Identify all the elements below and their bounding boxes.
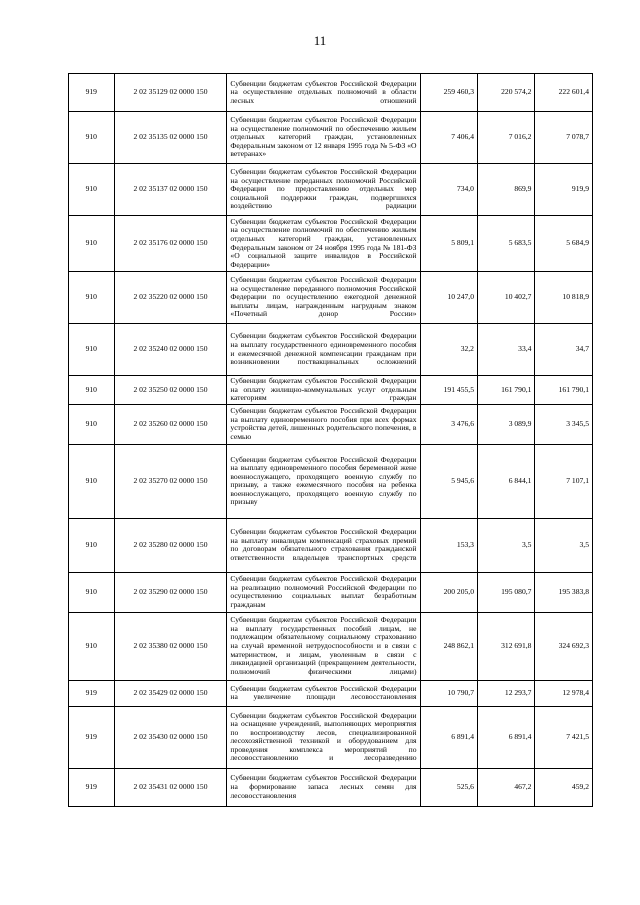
grbs-cell: 910 [69,572,115,612]
grbs-cell: 910 [69,518,115,572]
code-cell: 2 02 35290 02 0000 150 [114,572,227,612]
table-row [69,164,593,216]
value-2024-cell: 6 891,4 [477,706,534,768]
name-cell: Субвенции бюджетам субъектов Российской Федерации на выплату инвалидам компенсаций страховых премий по договорам обязательного страхования гражданской ответственности владельцев транспортных средств [227,518,420,572]
value-2023-cell: 5 945,6 [420,444,477,518]
table-row [69,444,593,518]
table-row [69,112,593,164]
grbs-cell: 919 [69,768,115,806]
value-2024-cell: 5 683,5 [477,216,534,272]
value-2025-cell: 5 684,9 [535,216,593,272]
value-2025-cell: 3 345,5 [535,404,593,444]
value-2024-cell: 12 293,7 [477,680,534,706]
page-number: 11 [313,33,327,48]
value-2023-cell: 200 205,0 [420,572,477,612]
value-2024-cell: 161 790,1 [477,376,534,405]
grbs-cell: 910 [69,112,115,164]
code-cell: 2 02 35270 02 0000 150 [114,444,227,518]
name-cell: Субвенции бюджетам субъектов Российской Федерации на выплату единовременного пособия беременной жене военнослужащего, проходящего военную службу по призыву, а также ежемесячного пособия на ребенка военнослужащего, проходящего военную службу по призыву [227,444,420,518]
name-cell: Субвенции бюджетам субъектов Российской Федерации на выплату государственного единовременного пособия и ежемесячной денежной компенсации гражданам при возникновении поствакцинальных осложнений [227,324,420,376]
name-cell: Субвенции бюджетам субъектов Российской Федерации на осуществление переданных полномочий Российской Федерации по предоставлению отдельных мер социальной поддержки граждан, подвергшихся воздействию радиации [227,164,420,216]
budget-table [68,73,593,807]
name-cell: Субвенции бюджетам субъектов Российской Федерации на увеличение площади лесовосстановления [227,680,420,706]
name-cell: Субвенции бюджетам субъектов Российской Федерации на оснащение учреждений, выполняющих мероприятия по воспроизводству лесов, специализированной лесохозяйственной техникой и оборудованием для проведения комплекса мероприятий по лесовосстановлению и лесоразведению [227,706,420,768]
value-2025-cell: 7 107,1 [535,444,593,518]
name-cell: Субвенции бюджетам субъектов Российской Федерации на осуществление полномочий по обеспечению жильем отдельных категорий граждан, установленных Федеральным законом от 24 ноября 1995 года № 181-ФЗ «О социальной защите инвалидов в Российской Федерации» [227,216,420,272]
table-row [69,324,593,376]
table-row [69,680,593,706]
code-cell: 2 02 35260 02 0000 150 [114,404,227,444]
value-2025-cell: 12 978,4 [535,680,593,706]
grbs-cell: 910 [69,164,115,216]
value-2024-cell: 220 574,2 [477,74,534,112]
value-2025-cell: 7 078,7 [535,112,593,164]
table-row [69,376,593,405]
table-row [69,404,593,444]
value-2023-cell: 248 862,1 [420,612,477,680]
value-2025-cell: 10 818,9 [535,272,593,324]
name-cell: Субвенции бюджетам субъектов Российской Федерации на выплату единовременного пособия при всех формах устройства детей, лишенных родительского попечения, в семью [227,404,420,444]
grbs-cell: 910 [69,612,115,680]
value-2023-cell: 10 790,7 [420,680,477,706]
name-cell: Субвенции бюджетам субъектов Российской Федерации на осуществление переданного полномочия Российской Федерации по осуществлению ежегодной денежной выплаты лицам, награжденным нагрудным знаком «Почетный донор России» [227,272,420,324]
value-2023-cell: 10 247,0 [420,272,477,324]
value-2023-cell: 7 406,4 [420,112,477,164]
value-2025-cell: 3,5 [535,518,593,572]
value-2023-cell: 32,2 [420,324,477,376]
value-2023-cell: 5 809,1 [420,216,477,272]
value-2025-cell: 459,2 [535,768,593,806]
value-2024-cell: 3,5 [477,518,534,572]
value-2023-cell: 3 476,6 [420,404,477,444]
grbs-cell: 910 [69,404,115,444]
grbs-cell: 910 [69,324,115,376]
grbs-cell: 910 [69,272,115,324]
value-2024-cell: 195 080,7 [477,572,534,612]
name-cell: Субвенции бюджетам субъектов Российской Федерации на осуществление отдельных полномочий в области лесных отношений [227,74,420,112]
value-2023-cell: 6 891,4 [420,706,477,768]
name-cell: Субвенции бюджетам субъектов Российской Федерации на выплату государственных пособий лицам, не подлежащим обязательному социальному страхованию на случай временной нетрудоспособности и в связи с материнством, и лицам, уволенным в связи с ликвидацией организаций (прекращением деятельности, полномочий физическими лицами) [227,612,420,680]
value-2025-cell: 195 383,8 [535,572,593,612]
grbs-cell: 910 [69,216,115,272]
grbs-cell: 919 [69,680,115,706]
table-row [69,572,593,612]
value-2024-cell: 312 691,8 [477,612,534,680]
value-2024-cell: 10 402,7 [477,272,534,324]
table-row [69,272,593,324]
value-2024-cell: 869,9 [477,164,534,216]
code-cell: 2 02 35129 02 0000 150 [114,74,227,112]
value-2025-cell: 919,9 [535,164,593,216]
value-2024-cell: 3 089,9 [477,404,534,444]
grbs-cell: 910 [69,376,115,405]
value-2024-cell: 7 016,2 [477,112,534,164]
code-cell: 2 02 35135 02 0000 150 [114,112,227,164]
code-cell: 2 02 35429 02 0000 150 [114,680,227,706]
grbs-cell: 919 [69,706,115,768]
code-cell: 2 02 35240 02 0000 150 [114,324,227,376]
code-cell: 2 02 35280 02 0000 150 [114,518,227,572]
grbs-cell: 910 [69,444,115,518]
name-cell: Субвенции бюджетам субъектов Российской Федерации на осуществление полномочий по обеспечению жильем отдельных категорий граждан, установленных Федеральным законом от 12 января 1995 года № 5-ФЗ «О ветеранах» [227,112,420,164]
table-row [69,74,593,112]
value-2025-cell: 161 790,1 [535,376,593,405]
grbs-cell: 919 [69,74,115,112]
value-2023-cell: 259 460,3 [420,74,477,112]
value-2023-cell: 734,0 [420,164,477,216]
value-2025-cell: 7 421,5 [535,706,593,768]
table-row [69,518,593,572]
table-row [69,768,593,806]
table-row [69,216,593,272]
code-cell: 2 02 35431 02 0000 150 [114,768,227,806]
value-2023-cell: 191 455,5 [420,376,477,405]
code-cell: 2 02 35380 02 0000 150 [114,612,227,680]
value-2023-cell: 153,3 [420,518,477,572]
code-cell: 2 02 35176 02 0000 150 [114,216,227,272]
table-row [69,706,593,768]
value-2025-cell: 222 601,4 [535,74,593,112]
value-2024-cell: 6 844,1 [477,444,534,518]
code-cell: 2 02 35220 02 0000 150 [114,272,227,324]
code-cell: 2 02 35250 02 0000 150 [114,376,227,405]
name-cell: Субвенции бюджетам субъектов Российской Федерации на формирование запаса лесных семян для лесовосстановления [227,768,420,806]
code-cell: 2 02 35137 02 0000 150 [114,164,227,216]
value-2023-cell: 525,6 [420,768,477,806]
name-cell: Субвенции бюджетам субъектов Российской Федерации на оплату жилищно-коммунальных услуг отдельным категориям граждан [227,376,420,405]
code-cell: 2 02 35430 02 0000 150 [114,706,227,768]
table-row [69,612,593,680]
value-2025-cell: 324 692,3 [535,612,593,680]
value-2024-cell: 467,2 [477,768,534,806]
value-2025-cell: 34,7 [535,324,593,376]
name-cell: Субвенции бюджетам субъектов Российской Федерации на реализацию полномочий Российской Федерации по осуществлению социальных выплат безработным гражданам [227,572,420,612]
value-2024-cell: 33,4 [477,324,534,376]
